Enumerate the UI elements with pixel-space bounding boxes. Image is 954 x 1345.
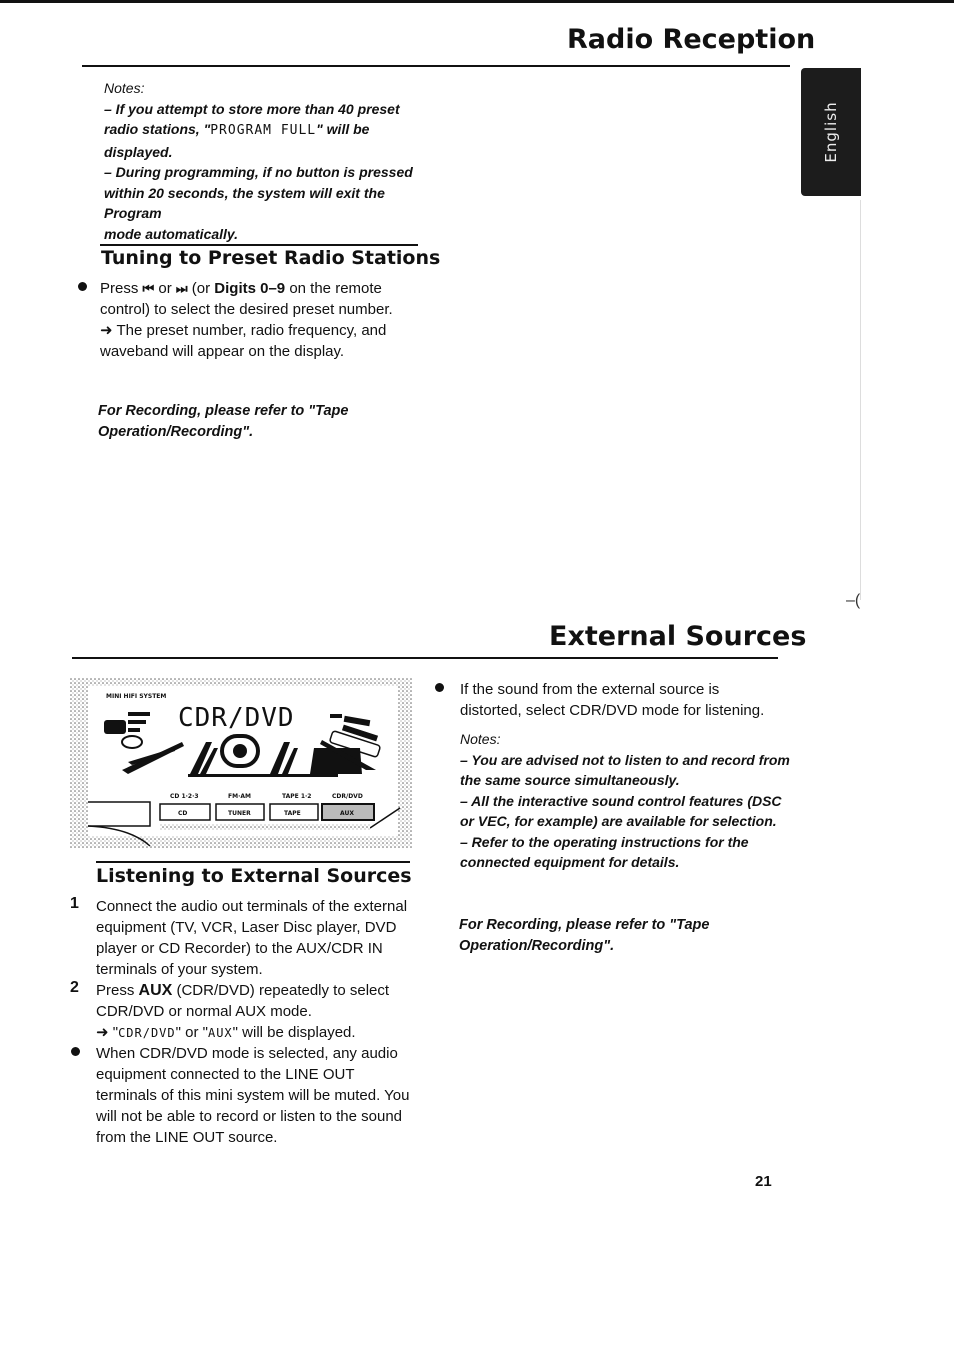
refer-line: For Recording, please refer to "Tape: [98, 403, 349, 419]
panel-source-label: FM·AM: [228, 793, 251, 800]
panel-source-label: CD 1·2·3: [170, 793, 199, 800]
digits-label: Digits 0–9: [214, 280, 286, 297]
section-rule-tuning: [100, 244, 418, 246]
lcd-text: PROGRAM FULL: [210, 123, 317, 138]
title-rule-external: [72, 657, 778, 659]
section-heading-tuning: Tuning to Preset Radio Stations: [101, 247, 441, 269]
note-line: – During programming, if no button is pressed: [104, 164, 413, 180]
step-line: [96, 1022, 416, 1044]
top-edge-rule: [0, 0, 954, 3]
page-title-external-sources: External Sources: [549, 621, 807, 652]
text: (CDR/DVD) repeatedly to select: [172, 982, 390, 999]
margin-line: [860, 200, 861, 600]
refer-line: Operation/Recording".: [459, 937, 615, 954]
panel-button-label: CD: [178, 810, 188, 817]
text: " will be displayed.: [232, 1024, 356, 1041]
note-line: [104, 119, 424, 142]
title-rule-radio: [82, 65, 790, 67]
note-line: – If you attempt to store more than 40 preset: [104, 100, 400, 117]
panel-button-label: TAPE: [284, 810, 301, 817]
section-heading-listening: Listening to External Sources: [96, 865, 412, 887]
front-panel-illustration: [70, 678, 412, 848]
text: (or: [187, 280, 215, 297]
margin-mark: –(: [846, 592, 861, 609]
step-line: Connect the audio out terminals of the external: [96, 898, 408, 915]
language-tab-label: English: [822, 101, 840, 163]
section-rule-listening: [96, 861, 410, 863]
page-number: 21: [755, 1173, 772, 1190]
step-line: [96, 980, 416, 1001]
note-line: – Refer to the operating instructions for the: [460, 833, 749, 850]
note-line: connected equipment for details.: [460, 854, 680, 870]
display-lcd-text: CDR/DVD: [178, 703, 295, 733]
text: ➜ ": [96, 1024, 119, 1041]
external-notes: [460, 729, 790, 873]
note-line: within 20 seconds, the system will exit the Program: [104, 184, 385, 221]
previous-icon: ⏮: [142, 281, 155, 296]
step-1-text: [96, 896, 416, 980]
tuning-line: [100, 278, 420, 299]
text: or: [154, 280, 176, 297]
language-tab: [801, 68, 861, 196]
step-line: player or CD Recorder) to the AUX/CDR IN: [96, 940, 383, 957]
bullet-line: from the LINE OUT source.: [96, 1129, 278, 1146]
bullet-line: terminals of this mini system will be muted. You: [96, 1087, 410, 1104]
page-title-radio-reception: Radio Reception: [567, 24, 816, 55]
step-2-text: [96, 980, 416, 1044]
lcd-text: AUX: [207, 1026, 233, 1040]
step-number: 2: [70, 979, 79, 996]
tuning-line: waveband will appear on the display.: [100, 343, 345, 360]
step-line: CDR/DVD or normal AUX mode.: [96, 1003, 312, 1020]
bullet-line: distorted, select CDR/DVD mode for listening.: [460, 702, 765, 719]
panel-brand: MINI HIFI SYSTEM: [106, 693, 167, 700]
note-line: – All the interactive sound control features (DSC: [460, 792, 782, 809]
radio-notes: [104, 78, 424, 244]
panel-button-label: AUX: [340, 810, 354, 817]
refer-line: For Recording, please refer to "Tape: [459, 917, 710, 933]
note-line: – You are advised not to listen to and record from: [460, 751, 790, 768]
notes-heading: Notes:: [104, 80, 145, 96]
recording-reference-radio: [98, 401, 348, 442]
recording-reference-external: [459, 915, 709, 956]
bullet-icon: [71, 1047, 80, 1056]
text: on the remote: [285, 280, 382, 297]
bullet-line: If the sound from the external source is: [460, 681, 720, 698]
tuning-line: control) to select the desired preset number.: [100, 301, 393, 318]
refer-line: Operation/Recording".: [98, 423, 254, 440]
bullet-line: equipment connected to the LINE OUT: [96, 1066, 355, 1083]
text: Press: [96, 982, 139, 999]
step-number: 1: [70, 895, 79, 912]
panel-source-label: TAPE 1·2: [282, 793, 312, 800]
notes-heading: Notes:: [460, 731, 501, 747]
tuning-line: ➜ The preset number, radio frequency, and: [100, 322, 387, 339]
aux-label: AUX: [138, 982, 173, 999]
tuning-instructions: [100, 278, 420, 362]
note-text: " will be: [316, 121, 370, 137]
text: Press: [100, 280, 143, 297]
note-line: mode automatically.: [104, 225, 239, 242]
lcd-text: CDR/DVD: [118, 1026, 176, 1040]
cdr-mode-note: [96, 1043, 416, 1148]
panel-button-label: TUNER: [228, 810, 251, 817]
bullet-icon: [435, 683, 444, 692]
note-line: or VEC, for example) are available for selection.: [460, 813, 777, 829]
next-icon: ⏭: [175, 281, 188, 296]
distortion-note: [460, 679, 790, 721]
note-line: displayed.: [104, 143, 173, 160]
note-text: radio stations, ": [104, 121, 211, 137]
text: " or ": [175, 1024, 208, 1041]
bullet-line: will not be able to record or listen to the sound: [96, 1108, 403, 1125]
step-line: equipment (TV, VCR, Laser Disc player, DVD: [96, 919, 397, 936]
bullet-line: When CDR/DVD mode is selected, any audio: [96, 1045, 398, 1062]
step-line: terminals of your system.: [96, 961, 263, 978]
panel-source-label: CDR/DVD: [332, 793, 363, 800]
note-line: the same source simultaneously.: [460, 772, 680, 788]
bullet-icon: [78, 282, 87, 291]
